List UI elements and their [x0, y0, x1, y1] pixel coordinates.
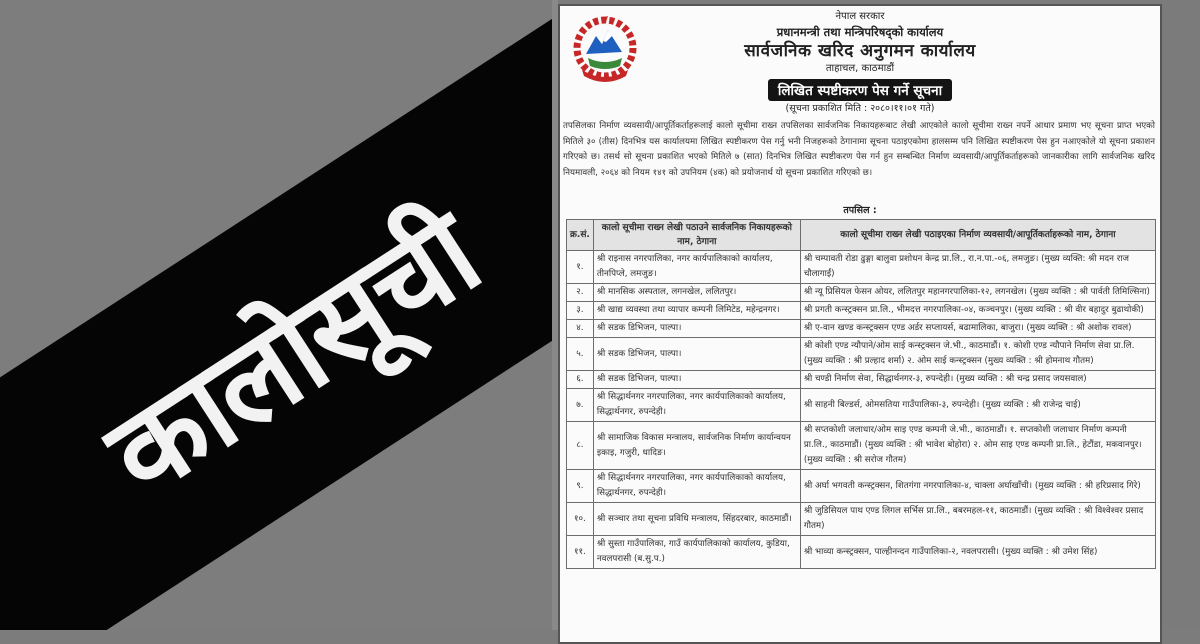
row-sn: १०. — [567, 503, 594, 536]
row-sn: ३. — [567, 302, 594, 320]
row-vendor: श्री भाव्या कन्स्ट्रक्सन, पाल्हीनन्दन गाउँपालिका-२, नवलपरासी। (मुख्य व्यक्ति : श्री उमेश सिंह) — [800, 536, 1155, 569]
table-row — [567, 470, 1156, 503]
row-vendor: श्री सप्तकोशी जलाधार/ओम साइ एण्ड कम्पनी जे.भी., काठमाडौं। १. सप्तकोशी जलाधार निर्माण कम्पनी प्रा.लि., काठमाडौं। (मुख्य व्यक्ति : श्री भावेश बोहोरा) २. ओम साइ एण्ड कम्पनी प्रा.लि., हेटौंडा, मकवानपुर। (मुख्य व्यक्ति : श्री सरोज गौतम) — [800, 422, 1155, 470]
blacklist-table — [566, 219, 1156, 569]
table-row — [567, 284, 1156, 302]
row-vendor: श्री जुडिसियल पाथ एण्ड लिगल सर्भिस प्रा.लि., बबरमहल-११, काठमाडौं। (मुख्य व्यक्ति : श्री विश्वेश्वर प्रसाद गौतम) — [800, 503, 1155, 536]
row-sn: ७. — [567, 389, 594, 422]
col-vendor: कालो सूचीमा राख्न लेखी पठाइएका निर्माण व्यवसायी/आपूर्तिकर्ताहरूको नाम, ठेगाना — [800, 220, 1155, 251]
table-row — [567, 320, 1156, 338]
table-row — [567, 422, 1156, 470]
row-agency: श्री सामाजिक विकास मन्त्रालय, सार्वजनिक निर्माण कार्यान्वयन इकाइ, गजुरी, धादिङ। — [593, 422, 800, 470]
row-agency: श्री राइनास नगरपालिका, नगर कार्यपालिकाको कार्यालय, तीनपिप्ले, लमजुङ। — [593, 251, 800, 284]
banner-title: कालोसूची — [83, 184, 502, 524]
row-sn: ६. — [567, 371, 594, 389]
row-sn: ११. — [567, 536, 594, 569]
col-sn: क्र.सं. — [567, 220, 594, 251]
row-agency: श्री सुस्ता गाउँपालिका, गाउँ कार्यपालिकाको कार्यालय, कुडिया, नवलपरासी (ब.सु.प.) — [593, 536, 800, 569]
row-agency: श्री सिद्धार्थनगर नगरपालिका, नगर कार्यपालिकाको कार्यालय, सिद्धार्थनगर, रुपन्देही। — [593, 389, 800, 422]
row-vendor: श्री अर्घा भगवती कन्स्ट्रक्सन, शितगंगा नगरपालिका-४, चाक्ला अर्घाखाँची। (मुख्य व्यक्ति : श्री हरिप्रसाद गिरे) — [800, 470, 1155, 503]
table-row — [567, 371, 1156, 389]
blacklist-banner — [0, 0, 552, 630]
row-sn: ९. — [567, 470, 594, 503]
row-agency: श्री सिद्धार्थनगर नगरपालिका, नगर कार्यपालिकाको कार्यालय, सिद्धार्थनगर, रुपन्देही। — [593, 470, 800, 503]
row-vendor: श्री चण्डी निर्माण सेवा, सिद्धार्थनगर-३, रुपन्देही। (मुख्य व्यक्ति : श्री चन्द्र प्रसाद जयसवाल) — [800, 371, 1155, 389]
row-sn: ४. — [567, 320, 594, 338]
row-vendor: श्री न्यू प्रिसियल फेसन ओयर, ललितपुर महानगरपालिका-१२, लगनखेल। (मुख्य व्यक्ति : श्री पार्वती तिमिल्सिना) — [800, 284, 1155, 302]
table-row — [567, 338, 1156, 371]
row-agency: श्री सडक डिभिजन, पाल्पा। — [593, 338, 800, 371]
row-vendor: श्री प्रगती कन्स्ट्रक्सन प्रा.लि., भीमदत्त नगरपालिका-०४, कञ्चनपुर। (मुख्य व्यक्ति : श्री वीर बहादुर बुढाथोकी) — [800, 302, 1155, 320]
row-vendor: श्री चम्पावती रोडा ढुङ्गा बालुवा प्रशोधन केन्द्र प्रा.लि., रा.न.पा.-०६, लमजुङ। (मुख्य व्यक्ति: श्री मदन राज चौलागाईं) — [800, 251, 1155, 284]
table-row — [567, 503, 1156, 536]
department-title: सार्वजनिक खरिद अनुगमन कार्यालय — [744, 41, 976, 61]
table-row — [567, 302, 1156, 320]
notice-document — [558, 4, 1162, 644]
row-vendor: श्री ए-वान खण्ड कन्स्ट्रक्सन एण्ड अर्डर सप्लायर्स, बढामालिका, बाजुरा। (मुख्य व्यक्ति : श्री अशोक रावल) — [800, 320, 1155, 338]
row-agency: श्री सडक डिभिजन, पाल्पा। — [593, 371, 800, 389]
government-label: नेपाल सरकार — [835, 11, 885, 22]
row-sn: ५. — [567, 338, 594, 371]
published-date: (सूचना प्रकाशित मिति : २०८०।११।०१ गते) — [785, 103, 935, 114]
row-sn: २. — [567, 284, 594, 302]
row-agency: श्री खाद्य व्यवस्था तथा व्यापार कम्पनी लिमिटेड, महेन्द्रनगर। — [593, 302, 800, 320]
black-band — [0, 13, 552, 630]
table-row — [567, 389, 1156, 422]
row-vendor: श्री कोशी एण्ड न्यौपाने/ओम साई कन्स्ट्रक्सन जे.भी., काठमाडौं। १. कोशी एण्ड न्यौपाने निर्माण सेवा प्रा.लि. (मुख्य व्यक्ति : श्री प्रल्हाद शर्मा) २. ओम साई कन्स्ट्रक्सन (मुख्य व्यक्ति : श्री होमनाथ गौतम) — [800, 338, 1155, 371]
table-header-row — [567, 220, 1156, 251]
row-sn: ८. — [567, 422, 594, 470]
office-label: प्रधानमन्त्री तथा मन्त्रिपरिषद्को कार्यालय — [776, 25, 944, 39]
tapsil-label: तपसिल : — [843, 205, 877, 216]
notice-header — [560, 10, 1160, 116]
table-row — [567, 251, 1156, 284]
row-agency: श्री सञ्चार तथा सूचना प्रविधि मन्त्रालय, सिंहदरबार, काठमाडौं। — [593, 503, 800, 536]
notice-title: लिखित स्पष्टीकरण पेस गर्ने सूचना — [768, 79, 952, 101]
row-agency: श्री सडक डिभिजन, पाल्पा। — [593, 320, 800, 338]
col-agency: कालो सूचीमा राख्न लेखी पठाउने सार्वजनिक निकायहरूको नाम, ठेगाना — [593, 220, 800, 251]
row-sn: १. — [567, 251, 594, 284]
notice-body: तपसिलका निर्माण व्यवसायी/आपूर्तिकर्ताहरूलाई कालो सूचीमा राख्न तपसिलका सार्वजनिक निकायहरूबाट लेखी आएकोले कालो सूचीमा राख्न नपर्ने आधार प्रमाण भए सूचना प्राप्त भएको मितिले ३० (तीस) दिनभित्र यस कार्यालयमा लिखित स्पष्टीकरण पेस गर्नु भनी निजहरूको ठेगानामा सूचना पठाइएकोमा हालसम्म पनि लिखित स्पष्टीकरण पेस हुन नआएकोले यो सूचना प्रकाशन गरिएको छ। तसर्थ सो सूचना प्रकाशित भएको मितिले ७ (सात) दिनभित्र लिखित स्पष्टीकरण पेस गर्न हुन सम्बन्धित निर्माण व्यवसायी/आपूर्तिकर्ताहरूको जानकारीका लागि सार्वजनिक खरिद नियमावली, २०६४ को नियम १४१ को उपनियम (४क) को प्रयोजनार्थ यो सूचना प्रकाशित गरिएको छ। — [563, 121, 1155, 178]
table-row — [567, 536, 1156, 569]
row-agency: श्री मानसिक अस्पताल, लगनखेल, ललितपुर। — [593, 284, 800, 302]
row-vendor: श्री साहनी बिल्डर्स, ओमसतिया गाउँपालिका-३, रुपन्देही। (मुख्य व्यक्ति : श्री राजेन्द्र चाई) — [800, 389, 1155, 422]
right-edge-strip — [1162, 0, 1200, 630]
location-label: ताहाचल, काठमाडौं — [825, 63, 895, 74]
